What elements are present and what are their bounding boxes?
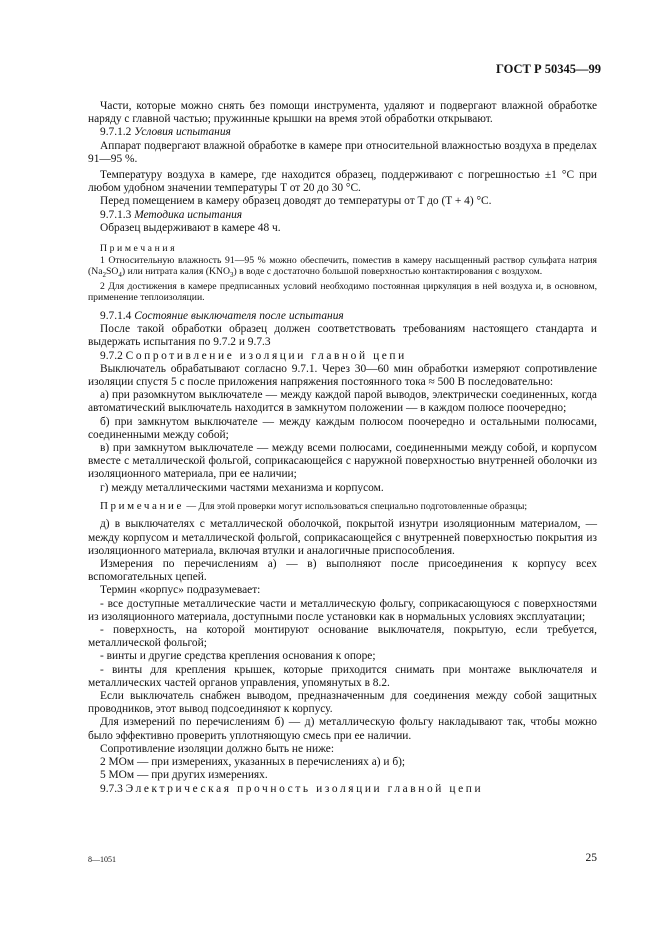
dash-item: - винты для крепления крышек, которые приходится снимать при монтаже выключателя и металлических частей органов управления, упомянутых в 8.2.	[88, 663, 597, 689]
notes-label: Примечания	[100, 243, 178, 255]
section-title: Состояние выключателя после испытания	[134, 310, 344, 322]
section-number: 9.7.3	[100, 782, 123, 795]
section-number: 9.7.1.3	[100, 208, 132, 221]
paragraph: Аппарат подвергают влажной обработке в камере при относительной влажностью воздуха в пределах 91—95 %.	[88, 139, 597, 165]
paragraph: Температуру воздуха в камере, где находится образец, поддерживают с погрешностью ±1 °С при любом удобном значении температуры T от 20 до 30 °С.	[88, 169, 597, 195]
dash-item: - все доступные металлические части и металлическую фольгу, соприкасающуюся с поверхностями из изоляционного материала, доступными после установки как в нормальных условиях эксплуатации;	[88, 597, 597, 623]
paragraph: Перед помещением в камеру образец доводят до температуры от T до (T + 4) °С.	[100, 195, 492, 208]
dash-item: - поверхность, на которой монтируют основание выключателя, покрытую, если требуется, металлической фольгой;	[88, 624, 597, 650]
section-title: Методика испытания	[134, 208, 243, 221]
section-number: 9.7.1.4	[100, 310, 132, 322]
section-heading	[88, 126, 597, 139]
list-item-g: г) между металлическими частями механизма и корпусом.	[100, 481, 384, 494]
section-heading	[88, 310, 597, 323]
section-title: Электрическая прочность изоляции главной цепи	[125, 782, 484, 795]
standard-header: ГОСТ Р 50345—99	[495, 62, 601, 76]
section-title: Условия испытания	[134, 126, 231, 139]
page-number: 25	[585, 852, 597, 864]
paragraph: 2 МОм — при измерениях, указанных в перечислениях а) и б);	[100, 756, 406, 769]
document-body	[88, 100, 597, 796]
paragraph: Для измерений по перечислениям б) — д) металлическую фольгу накладывают так, чтобы можно было эффективно проверить уплотняющую смесь при ее наличии.	[88, 716, 597, 742]
section-heading	[88, 209, 597, 222]
note-label: Примечание	[100, 499, 184, 512]
note-2: 2 Для достижения в камере предписанных условий необходимо постоянная циркуляция в ней воздуха и, в основном, применение теплоизоляции.	[88, 280, 597, 304]
list-item-c: в) при замкнутом выключателе — между всеми полюсами, соединенными между собой, и корпусом вместе с металлической фольгой, соприкасающейся с наружной поверхностью внутренней оболочки из изоляционного материала, при ее наличии;	[88, 442, 597, 481]
paragraph: Если выключатель снабжен выводом, предназначенным для соединения между собой защитных проводников, этот вывод подсоединяют к корпусу.	[88, 690, 597, 716]
list-item-d: д) в выключателях с металлической оболочкой, покрытой изнутри изоляционным материалом, — между корпусом и металлической фольгой, соприкасающейся с внутренней поверхностью покрытия из изоляционного материала, включая втулки и аналогичные приспособления.	[88, 518, 597, 557]
section-number: 9.7.2	[100, 349, 123, 362]
dash-item: - винты и другие средства крепления основания к опоре;	[100, 650, 376, 663]
paragraph: Сопротивление изоляции должно быть не ниже:	[100, 742, 335, 755]
paragraph: Части, которые можно снять без помощи инструмента, удаляют и подвергают влажной обработке наряду с главной частью; пружинные крышки на время этой обработки открывают.	[88, 100, 597, 126]
list-item-a: а) при разомкнутом выключателе — между каждой парой выводов, электрически соединенных, когда автоматический выключатель находится в замкнутом положении — в каждом полюсе поочередно;	[88, 389, 597, 415]
paragraph: 5 МОм — при других измерениях.	[100, 769, 268, 782]
note-1: 1 Относительную влажность 91—95 % можно обеспечить, поместив в камеру насыщенный раствор сульфата натрия $(Na_2SO_4)$ или нитрата калия $(KNO_3)$ в воде с достаточно большой поверхностью контактирования с воздухом.	[88, 254, 597, 280]
note-text: — Для этой проверки могут использоваться специально подготовленные образцы;	[183, 500, 528, 512]
paragraph: Выключатель обрабатывают согласно 9.7.1. Через 30—60 мин обработки измеряют сопротивление изоляции спустя 5 с после приложения напряжения постоянного тока ≈ 500 В последовательно:	[88, 362, 597, 389]
paragraph: Термин «корпус» подразумевает:	[100, 584, 261, 597]
section-title: Сопротивление изоляции главной цепи	[125, 349, 407, 362]
section-number: 9.7.1.2	[100, 126, 132, 139]
paragraph: После такой обработки образец должен соответствовать требованиям настоящего стандарта и выдержать испытания по 9.7.2 и 9.7.3	[88, 323, 597, 349]
section-heading	[88, 350, 597, 363]
notes-block	[88, 243, 597, 304]
print-code: 8—1051	[88, 855, 116, 864]
paragraph: Измерения по перечислениям а) — в) выполняют после присоединения к корпусу всех вспомогательных цепей.	[88, 558, 597, 584]
note-inline	[88, 501, 597, 513]
list-item-b: б) при замкнутом выключателе — между каждым полюсом поочередно и остальными полюсами, соединенными между собой;	[88, 415, 597, 441]
section-heading	[88, 783, 597, 796]
paragraph: Образец выдерживают в камере 48 ч.	[100, 221, 281, 234]
